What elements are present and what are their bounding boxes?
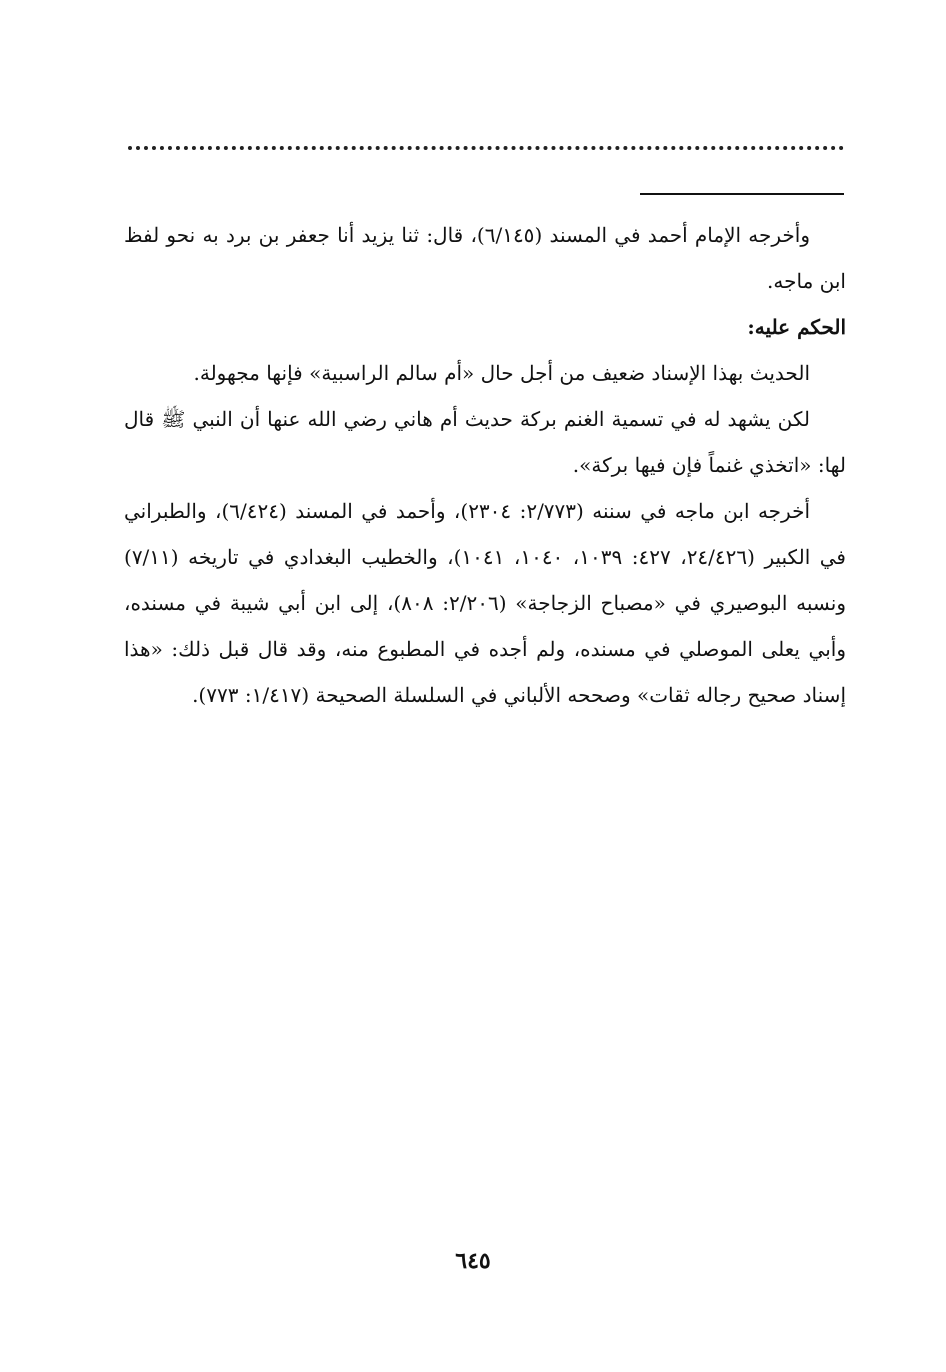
paragraph-supporting-takhrij: أخرجه ابن ماجه في سننه (٢/٧٧٣: ٢٣٠٤)، وأحمد في المسند (٦/٤٢٤)، والطبراني في الكبير (٢٤/٤٢٦، ٤٢٧: ١٠٣٩، ١٠٤٠، ١٠٤١)، والخطيب البغدادي في تاريخه (٧/١١) ونسبه البوصيري في «مصباح الزجاجة» (٢/٢٠٦: ٨٠٨)، إلى ابن أبي شيبة في مسنده، وأبي يعلى الموصلي في مسنده، ولم أجده في المطبوع منه، وقد قال قبل ذلك: «هذا إسناد صحيح رجاله ثقات» وصححه الألباني في السلسلة الصحيحة (١/٤١٧: ٧٧٣). [124,499,846,707]
page-number: ٦٤٥ [455,1248,491,1274]
paragraph-ruling: الحديث بهذا الإسناد ضعيف من أجل حال «أم سالم الراسبية» فإنها مجهولة. [193,361,810,385]
dotted-separator [128,146,844,150]
footnote-separator [640,193,844,195]
ruling-heading: الحكم عليه: [747,315,846,339]
footnote-body [124,212,846,718]
paragraph-supporting-hadith: لكن يشهد له في تسمية الغنم بركة حديث أم هاني رضي الله عنها أن النبي ﷺ قال لها: «اتخذي غنماً فإن فيها بركة». [124,407,846,477]
paragraph-ahmad-takhrij: وأخرجه الإمام أحمد في المسند (٦/١٤٥)، قال: ثنا يزيد أنا جعفر بن برد به نحو لفظ ابن ماجه. [124,223,846,293]
